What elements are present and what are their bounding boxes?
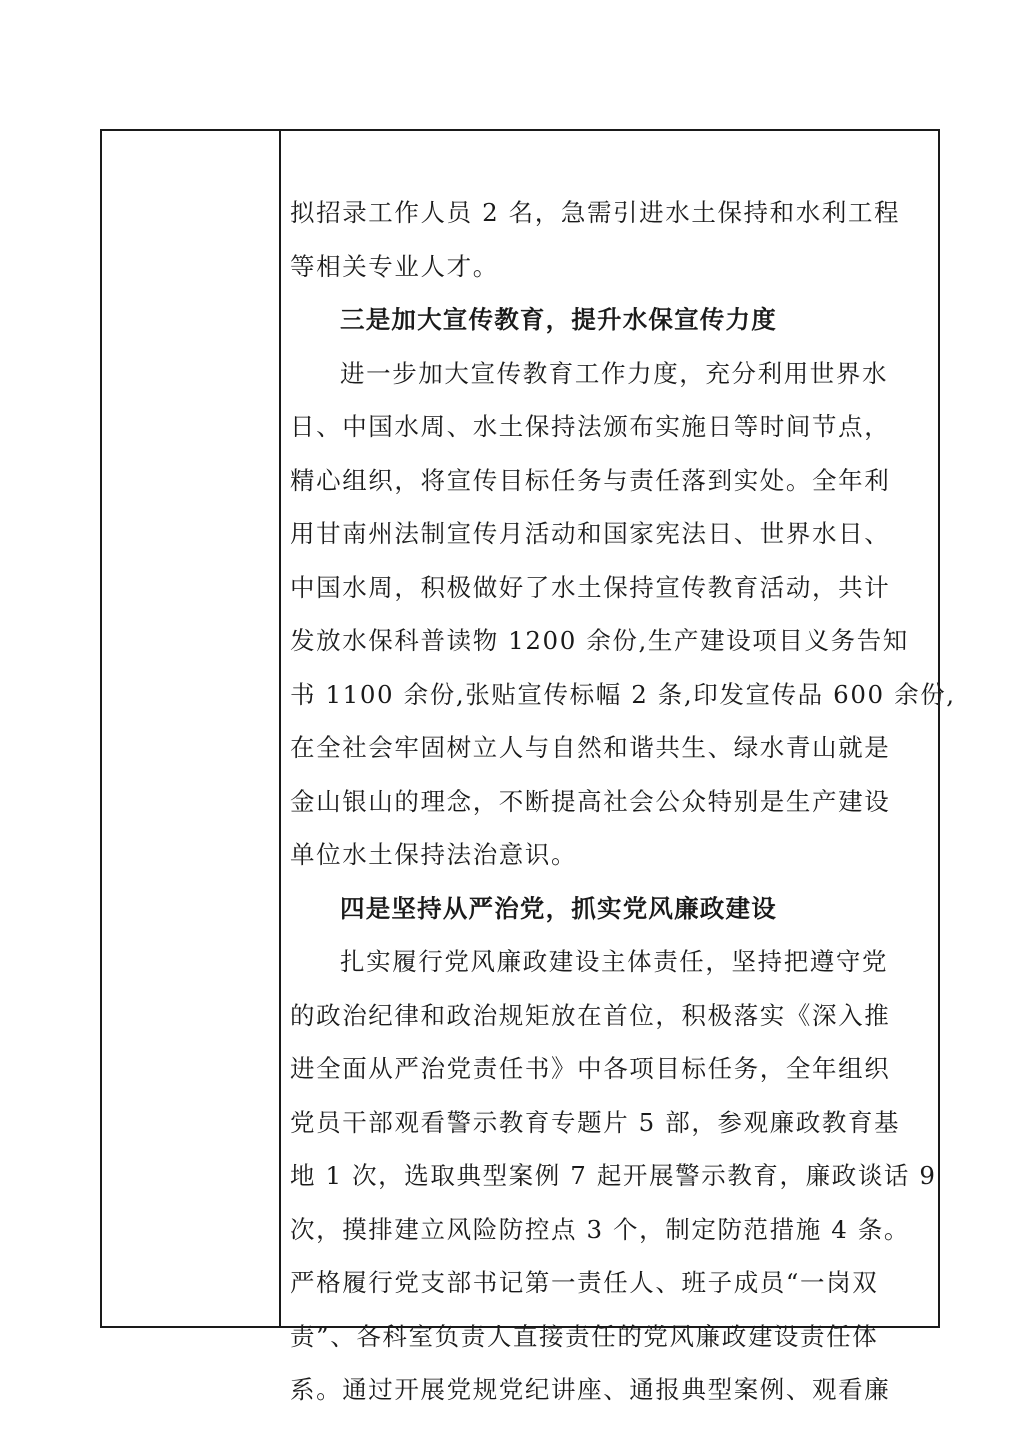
text-line: 地 1 次，选取典型案例 7 起开展警示教育，廉政谈话 9 [290, 1161, 937, 1190]
text-line: 进全面从严治党责任书》中各项目标任务，全年组织 [290, 1054, 891, 1083]
text-line: 次，摸排建立风险防控点 3 个，制定防范措施 4 条。 [290, 1214, 911, 1244]
text-line: 用甘南州法制宣传月活动和国家宪法日、世界水日、 [290, 519, 891, 548]
text-line: 书 1100 余份,张贴宣传标幅 2 条,印发宣传品 600 余份, [290, 679, 956, 709]
text-line: 党员干部观看警示教育专题片 5 部，参观廉政教育基 [290, 1107, 901, 1137]
column-divider [279, 129, 281, 1328]
text-line: 在全社会牢固树立人与自然和谐共生、绿水青山就是 [290, 733, 891, 762]
content-column [290, 186, 956, 1417]
section-heading: 四是坚持从严治党，抓实党风廉政建设 [340, 893, 777, 923]
section-heading: 三是加大宣传教育，提升水保宣传力度 [340, 305, 777, 334]
text-line: 的政治纪律和政治规矩放在首位，积极落实《深入推 [290, 1000, 891, 1030]
text-line: 等相关专业人才。 [290, 251, 499, 281]
text-line: 精心组织，将宣传目标任务与责任落到实处。全年利 [290, 465, 891, 495]
text-line: 单位水土保持法治意识。 [290, 840, 578, 869]
text-line: 日、中国水周、水土保持法颁布实施日等时间节点， [290, 412, 891, 441]
text-line: 扎实履行党风廉政建设主体责任，坚持把遵守党 [340, 947, 889, 976]
text-line: 责”、各科室负责人直接责任的党风廉政建设责任体 [290, 1321, 879, 1351]
text-line: 严格履行党支部书记第一责任人、班子成员“一岗双 [290, 1268, 879, 1297]
text-line: 金山银山的理念，不断提高社会公众特别是生产建设 [290, 786, 891, 816]
text-line: 进一步加大宣传教育工作力度，充分利用世界水 [340, 358, 889, 388]
text-line: 中国水周，积极做好了水土保持宣传教育活动，共计 [290, 572, 891, 602]
text-line: 拟招录工作人员 2 名，急需引进水土保持和水利工程 [290, 198, 901, 227]
text-line: 发放水保科普读物 1200 余份,生产建设项目义务告知 [290, 626, 909, 655]
text-line: 系。通过开展党规党纪讲座、通报典型案例、观看廉 [290, 1375, 891, 1404]
